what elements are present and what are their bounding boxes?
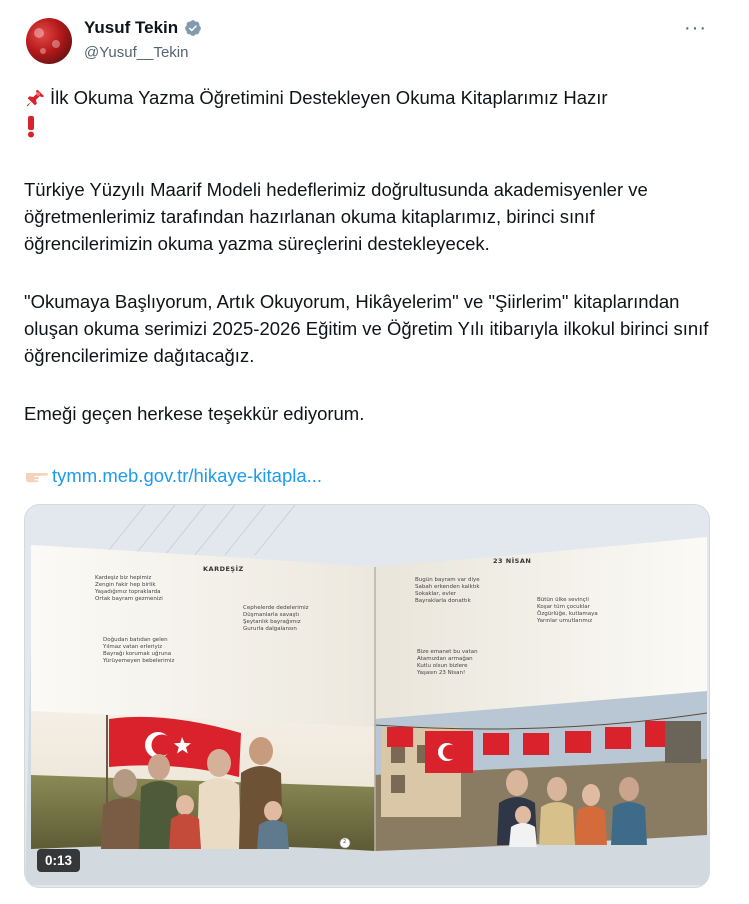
link-row [24, 462, 322, 489]
more-options-button[interactable]: ··· [684, 17, 707, 39]
pointing-hand-icon [24, 467, 50, 485]
author-display-name[interactable]: Yusuf Tekin [84, 18, 179, 37]
tweet-paragraph-3: Emeği geçen herkese teşekkür ediyorum. [24, 403, 365, 424]
right-page-title: 23 NİSAN [493, 557, 532, 565]
tweet-paragraph-1: Türkiye Yüzyılı Maarif Modeli hedeflerimiz doğrultusunda akademisyenler ve öğretmenlerimiz tarafından hazırlanan okuma kitaplarımız, birinci sınıf öğrencilerimizin okuma yazma süreçlerini destekleyecek. [24, 179, 648, 254]
left-page-poem-1: Kardeşiz biz hepimiz Zengin fakir hep birlik Yaşadığımız topraklarda Ortak bayram gezmenizi [95, 575, 163, 602]
video-duration-badge: 0:13 [37, 849, 80, 872]
exclamation-icon [24, 114, 38, 138]
avatar[interactable] [26, 18, 72, 64]
book-illustration [25, 505, 710, 888]
video-media[interactable] [24, 504, 710, 888]
left-page-poem-2: Cephelerde dedelerimiz Düşmanlarla savaştı Şeytanlık bayrağımız Gururla dalgalansın [243, 605, 309, 632]
tweet-link[interactable]: tymm.meb.gov.tr/hikaye-kitapla... [52, 465, 323, 486]
tweet-paragraph-2: "Okumaya Başlıyorum, Artık Okuyorum, Hikâyelerim" ve "Şiirlerim" kitaplarından oluşan okuma serimizi 2025-2026 Eğitim ve Öğretim Yılı itibarıyla ilkokul birinci sınıf öğrencilerimize dağıtacağız. [24, 291, 709, 366]
headline-text: İlk Okuma Yazma Öğretimini Destekleyen Okuma Kitaplarımız Hazır [50, 87, 608, 108]
pushpin-icon [24, 88, 46, 110]
right-page-poem-3: Bize emanet bu vatan Atamızdan armağan Kutlu olsun bizlere Yaşasın 23 Nisan! [417, 649, 478, 676]
author-row [84, 18, 202, 38]
left-page-number: 2 [343, 839, 347, 845]
tweet-headline [24, 84, 724, 138]
left-page-title: KARDEŞİZ [203, 565, 244, 573]
verified-badge-icon [184, 19, 202, 37]
right-page-poem-1: Bugün bayram var diye Sabah erkenden kalktık Sokaklar, evler Bayraklarla donattık [415, 577, 480, 604]
author-handle[interactable]: @Yusuf__Tekin [84, 44, 189, 61]
right-page-poem-2: Bütün ülke sevinçli Koşar tüm çocuklar Özgürlüğe, kutlamaya Yarınlar umutlarımız [537, 597, 598, 624]
left-page-poem-3: Doğudan batıdan gelen Yılmaz vatan erleriyiz Bayrağı korumak uğruna Yürüyemeyen bebelerimiz [103, 637, 175, 664]
